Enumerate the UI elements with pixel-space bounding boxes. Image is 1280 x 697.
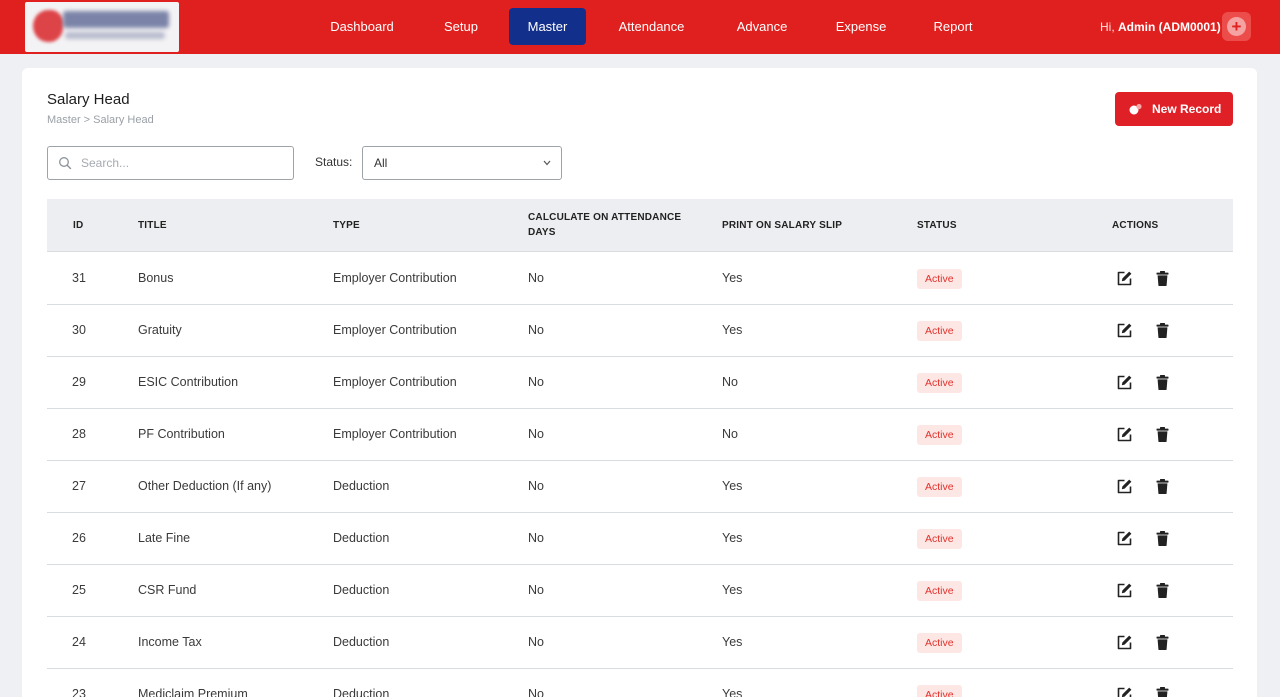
trash-icon[interactable] xyxy=(1154,634,1171,651)
cell-type: Deduction xyxy=(333,583,390,597)
status-filter-select[interactable] xyxy=(362,146,562,180)
trash-icon[interactable] xyxy=(1154,426,1171,443)
cell-title: Mediclaim Premium xyxy=(138,687,248,697)
cell-calculate-on-attendance: No xyxy=(528,323,544,337)
col-calculate-on-attendance: CALCULATE ON ATTENDANCE DAYS xyxy=(528,212,682,238)
cell-type: Employer Contribution xyxy=(333,427,457,441)
cell-type: Employer Contribution xyxy=(333,375,457,389)
table-row xyxy=(47,617,1233,669)
nav-advance[interactable]: Advance xyxy=(736,19,788,34)
cell-title: PF Contribution xyxy=(138,427,225,441)
cell-title: ESIC Contribution xyxy=(138,375,239,389)
table-row xyxy=(47,409,1233,461)
nav-report[interactable]: Report xyxy=(933,19,973,34)
edit-icon[interactable] xyxy=(1116,426,1133,443)
nav-master[interactable]: Master xyxy=(509,8,586,45)
cell-title: Gratuity xyxy=(138,323,182,337)
cell-print-on-salary-slip: Yes xyxy=(722,323,743,337)
trash-icon[interactable] xyxy=(1154,582,1171,599)
cell-calculate-on-attendance: No xyxy=(528,427,544,441)
col-title: TITLE xyxy=(138,220,167,231)
nav-dashboard[interactable]: Dashboard xyxy=(330,19,394,34)
col-status: STATUS xyxy=(917,220,957,231)
edit-icon[interactable] xyxy=(1116,374,1133,391)
status-badge: Active xyxy=(917,321,962,341)
table-header xyxy=(47,199,1233,252)
cell-calculate-on-attendance: No xyxy=(528,479,544,493)
status-badge: Active xyxy=(917,477,962,497)
cell-calculate-on-attendance: No xyxy=(528,687,544,697)
table-row xyxy=(47,357,1233,409)
cell-type: Employer Contribution xyxy=(333,323,457,337)
trash-icon[interactable] xyxy=(1154,686,1171,697)
table-row xyxy=(47,565,1233,617)
edit-icon[interactable] xyxy=(1116,634,1133,651)
greeting-prefix: Hi, xyxy=(1100,20,1115,34)
cell-print-on-salary-slip: Yes xyxy=(722,531,743,545)
search-input[interactable] xyxy=(81,153,281,173)
nav-attendance[interactable]: Attendance xyxy=(618,19,685,34)
cell-id: 29 xyxy=(72,375,86,389)
cell-id: 30 xyxy=(72,323,86,337)
cell-print-on-salary-slip: No xyxy=(722,427,738,441)
quick-add-button[interactable] xyxy=(1222,12,1251,41)
new-record-button[interactable] xyxy=(1115,92,1233,126)
cell-id: 28 xyxy=(72,427,86,441)
edit-icon[interactable] xyxy=(1116,686,1133,697)
trash-icon[interactable] xyxy=(1154,478,1171,495)
company-logo[interactable] xyxy=(25,2,179,52)
nav-setup[interactable]: Setup xyxy=(444,19,478,34)
table-row xyxy=(47,253,1233,305)
trash-icon[interactable] xyxy=(1154,374,1171,391)
status-badge: Active xyxy=(917,633,962,653)
edit-icon[interactable] xyxy=(1116,530,1133,547)
cell-type: Deduction xyxy=(333,687,390,697)
cell-title: Other Deduction (If any) xyxy=(138,479,272,493)
cell-print-on-salary-slip: No xyxy=(722,375,738,389)
cell-title: Late Fine xyxy=(138,531,191,545)
plus-icon: + xyxy=(1227,17,1246,36)
table-row xyxy=(47,513,1233,565)
chevron-down-icon xyxy=(543,160,551,166)
cell-id: 26 xyxy=(72,531,86,545)
col-print-on-salary-slip: PRINT ON SALARY SLIP xyxy=(722,220,843,231)
user-name: Admin (ADM0001) xyxy=(1118,20,1221,34)
cell-id: 25 xyxy=(72,583,86,597)
cell-calculate-on-attendance: No xyxy=(528,375,544,389)
status-badge: Active xyxy=(917,425,962,445)
status-badge: Active xyxy=(917,269,962,289)
col-type: TYPE xyxy=(333,220,360,231)
col-id: ID xyxy=(73,220,84,231)
cell-type: Employer Contribution xyxy=(333,271,457,285)
logo-wordmark xyxy=(63,11,169,28)
table-row xyxy=(47,461,1233,513)
cell-title: Bonus xyxy=(138,271,174,285)
cell-calculate-on-attendance: No xyxy=(528,531,544,545)
status-badge: Active xyxy=(917,373,962,393)
cell-print-on-salary-slip: Yes xyxy=(722,635,743,649)
cell-id: 31 xyxy=(72,271,86,285)
cell-type: Deduction xyxy=(333,479,390,493)
status-badge: Active xyxy=(917,581,962,601)
user-greeting[interactable] xyxy=(1100,0,1221,54)
record-icon xyxy=(1129,103,1142,115)
trash-icon[interactable] xyxy=(1154,322,1171,339)
edit-icon[interactable] xyxy=(1116,582,1133,599)
logo-tagline xyxy=(65,32,165,39)
cell-title: Income Tax xyxy=(138,635,202,649)
status-badge: Active xyxy=(917,685,962,697)
status-filter-value: All xyxy=(374,156,388,170)
search-icon xyxy=(58,156,72,170)
cell-print-on-salary-slip: Yes xyxy=(722,479,743,493)
cell-calculate-on-attendance: No xyxy=(528,583,544,597)
cell-print-on-salary-slip: Yes xyxy=(722,687,743,697)
cell-type: Deduction xyxy=(333,531,390,545)
cell-id: 24 xyxy=(72,635,86,649)
cell-print-on-salary-slip: Yes xyxy=(722,271,743,285)
cell-type: Deduction xyxy=(333,635,390,649)
cell-calculate-on-attendance: No xyxy=(528,271,544,285)
top-navbar xyxy=(0,0,1280,54)
edit-icon[interactable] xyxy=(1116,322,1133,339)
status-badge: Active xyxy=(917,529,962,549)
cell-calculate-on-attendance: No xyxy=(528,635,544,649)
cell-id: 27 xyxy=(72,479,86,493)
edit-icon[interactable] xyxy=(1116,270,1133,287)
trash-icon[interactable] xyxy=(1154,530,1171,547)
nav-expense[interactable]: Expense xyxy=(835,19,887,34)
table-row xyxy=(47,669,1233,697)
new-record-label: New Record xyxy=(1152,102,1222,116)
cell-id: 23 xyxy=(72,687,86,697)
status-filter-label: Status: xyxy=(315,155,353,169)
cell-print-on-salary-slip: Yes xyxy=(722,583,743,597)
breadcrumb: Master > Salary Head xyxy=(47,114,154,126)
table-row xyxy=(47,305,1233,357)
cell-title: CSR Fund xyxy=(138,583,197,597)
logo-mark xyxy=(33,10,63,42)
col-actions: ACTIONS xyxy=(1112,220,1159,231)
search-box[interactable] xyxy=(47,146,294,180)
page-title: Salary Head xyxy=(47,91,130,108)
edit-icon[interactable] xyxy=(1116,478,1133,495)
trash-icon[interactable] xyxy=(1154,270,1171,287)
